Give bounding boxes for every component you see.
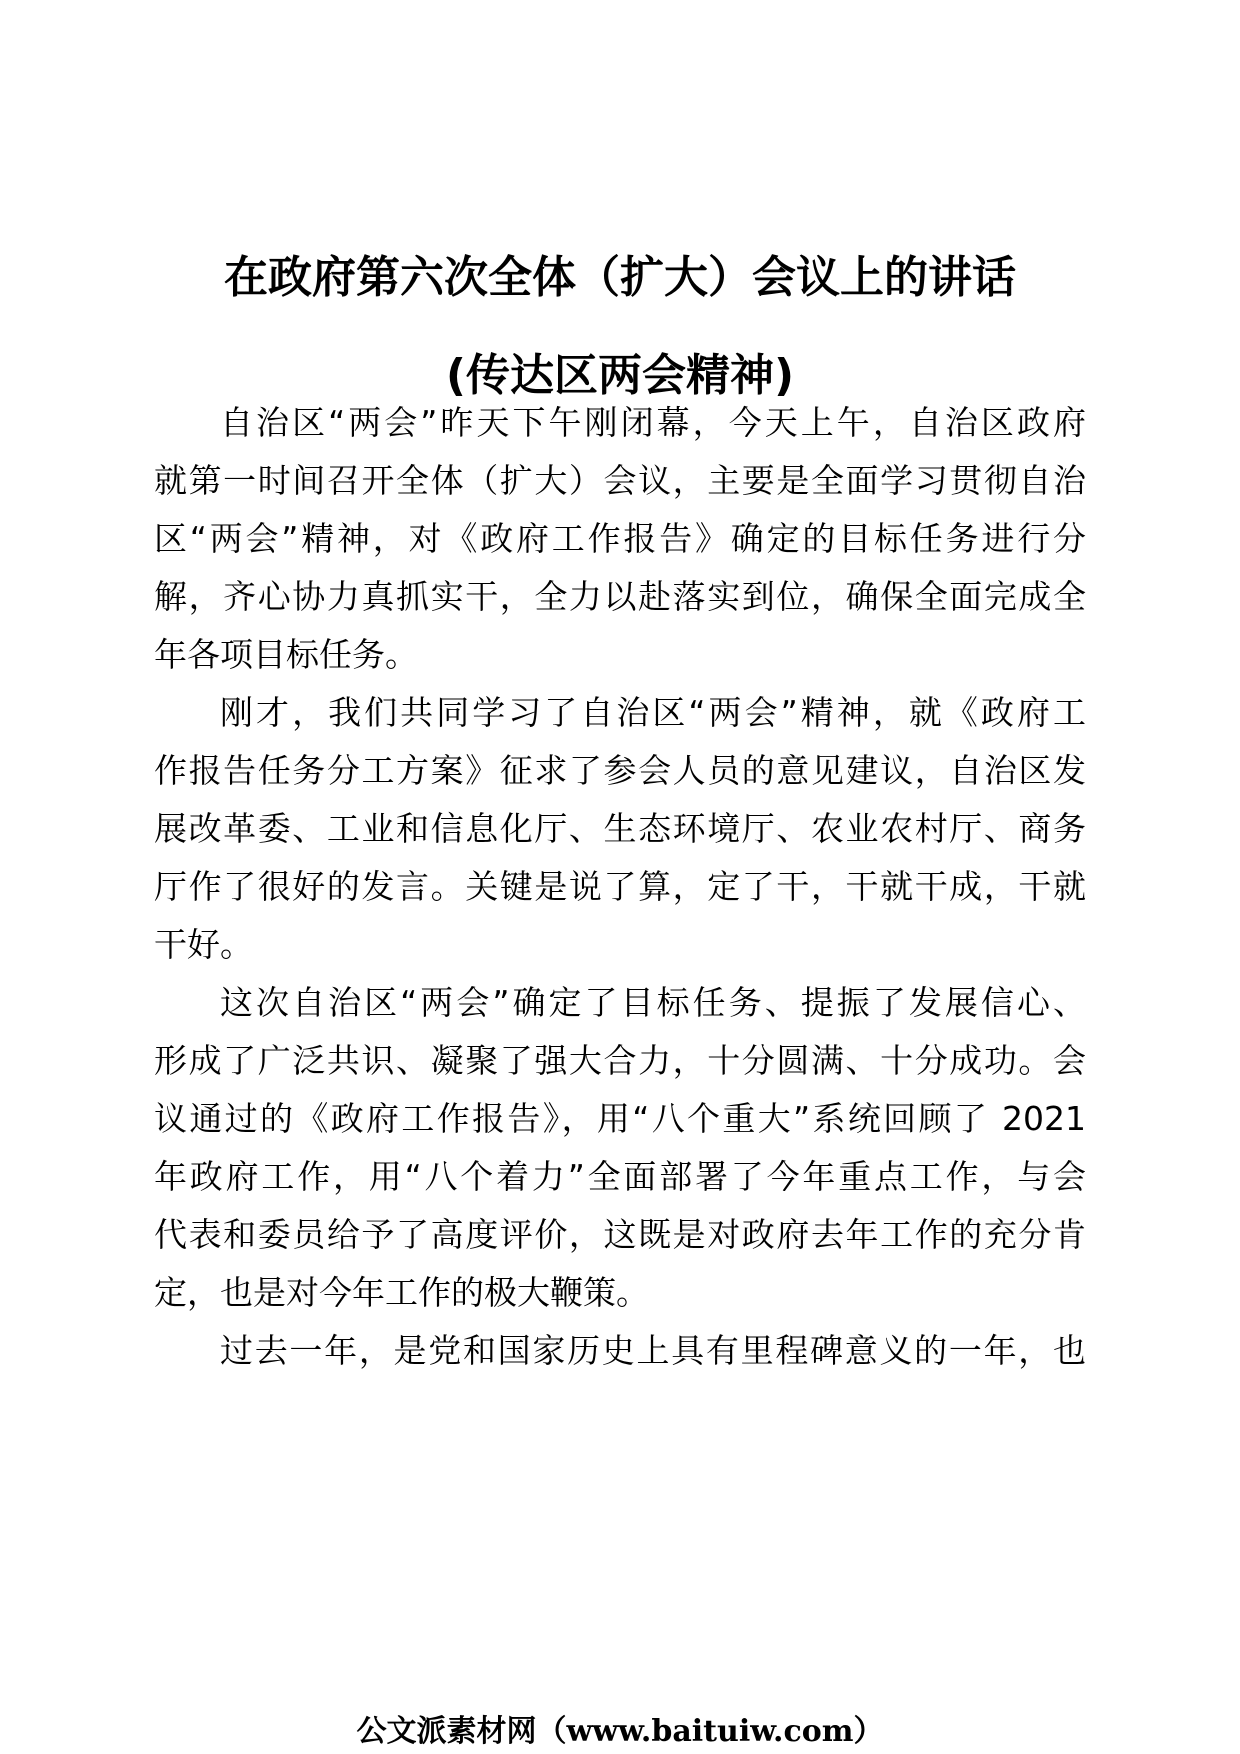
paragraph-2-line-2: 作报告任务分工方案》征求了参会人员的意见建议，自治区发 — [154, 751, 1086, 790]
footer-watermark: 公文派素材网（www.baituiw.com） — [356, 1714, 884, 1749]
paragraph-3-line-5: 代表和委员给予了高度评价，这既是对政府去年工作的充分肯 — [154, 1215, 1086, 1254]
paragraph-3-line-3: 议通过的《政府工作报告》，用“八个重大”系统回顾了 2021 — [154, 1099, 1086, 1138]
paragraph-1-line-3: 区“两会”精神，对《政府工作报告》确定的目标任务进行分 — [154, 519, 1086, 558]
paragraph-2-line-1: 刚才，我们共同学习了自治区“两会”精神，就《政府工 — [220, 693, 1086, 732]
paragraph-3-line-4: 年政府工作，用“八个着力”全面部署了今年重点工作，与会 — [154, 1157, 1086, 1196]
paragraph-2-line-4: 厅作了很好的发言。关键是说了算，定了干，干就干成，干就 — [154, 867, 1086, 906]
paragraph-1-line-2: 就第一时间召开全体（扩大）会议，主要是全面学习贯彻自治 — [154, 461, 1086, 500]
paragraph-2-line-3: 展改革委、工业和信息化厅、生态环境厅、农业农村厅、商务 — [154, 809, 1086, 848]
paragraph-4-line-1: 过去一年，是党和国家历史上具有里程碑意义的一年，也 — [220, 1331, 1086, 1370]
paragraph-2-line-5: 干好。 — [154, 925, 253, 964]
document-subtitle: (传达区两会精神) — [445, 350, 795, 401]
paragraph-1-line-1: 自治区“两会”昨天下午刚闭幕，今天上午，自治区政府 — [220, 403, 1086, 442]
document-title: 在政府第六次全体（扩大）会议上的讲话 — [224, 252, 1016, 303]
paragraph-3-line-2: 形成了广泛共识、凝聚了强大合力，十分圆满、十分成功。会 — [154, 1041, 1086, 1080]
paragraph-3-line-1: 这次自治区“两会”确定了目标任务、提振了发展信心、 — [220, 983, 1086, 1022]
paragraph-3-line-6: 定，也是对今年工作的极大鞭策。 — [154, 1273, 649, 1312]
paragraph-1-line-5: 年各项目标任务。 — [154, 635, 418, 674]
paragraph-1-line-4: 解，齐心协力真抓实干，全力以赴落实到位，确保全面完成全 — [154, 577, 1086, 616]
